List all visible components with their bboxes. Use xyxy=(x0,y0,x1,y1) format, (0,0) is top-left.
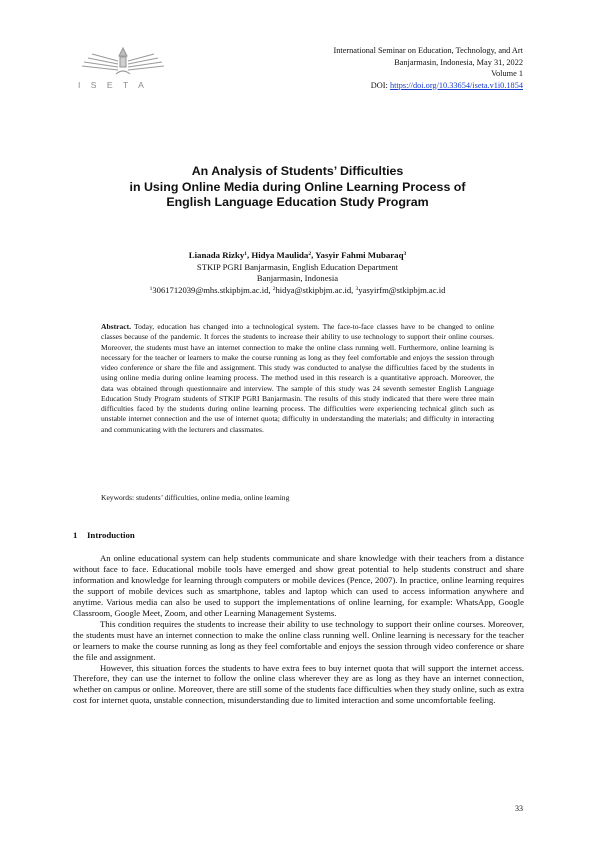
title-line: in Using Online Media during Online Learning Process of xyxy=(129,179,466,194)
body-paragraph: This condition requires the students to increase their ability to use technology to support their online courses. Moreover, the students must have an internet connection to make the online class running well. Online learning is necessary for the teacher or learners to make the course running as long as they feel comfortable and enjoys the session through video conference or share the file and assignment. xyxy=(73,618,524,662)
author-3: , Yasyir Fahmi Mubaraq xyxy=(311,250,404,260)
header-volume: Volume 1 xyxy=(491,69,523,78)
logo-wordmark: ISETA xyxy=(78,80,155,90)
header-location-date: Banjarmasin, Indonesia, May 31, 2022 xyxy=(394,57,523,67)
section-title: Introduction xyxy=(87,530,135,540)
title-line: English Language Education Study Program xyxy=(166,195,429,210)
author-2: , Hidya Maulida xyxy=(246,250,309,260)
author-emails xyxy=(60,285,535,297)
author-1-sup: 1 xyxy=(244,251,247,257)
header-doi xyxy=(203,80,523,92)
header-conference-name: International Seminar on Education, Technology, and Art xyxy=(333,46,523,55)
section-heading xyxy=(73,530,135,540)
doi-link[interactable]: https://doi.org/10.33654/iseta.v1i0.1854 xyxy=(389,80,523,90)
body-paragraph: However, this situation forces the students to have extra fees to buy internet quota that will support the internet access. Therefore, they can use the internet to follow the online class wherever they are as long as they have an internet connection, whether on campus or online. Moreover, there are still some of the students face difficulties when they study online, such as extra cost for internet quota, unstable connection, misunderstanding due to limited interaction and some uncomfortable feeling. xyxy=(73,662,524,706)
author-1: Lianada Rizky xyxy=(188,250,245,260)
affiliation-city: Banjarmasin, Indonesia xyxy=(256,273,339,284)
page-number: 33 xyxy=(515,804,523,813)
email-3: yasyirfm@stkipbjm.ac.id xyxy=(358,284,446,295)
author-block xyxy=(60,250,535,296)
keywords: Keywords: students’ difficulties, online media, online learning xyxy=(101,493,290,502)
author-names xyxy=(60,250,535,262)
introduction-body xyxy=(73,553,524,706)
email-1-sup: 1 xyxy=(149,285,153,292)
section-number: 1 xyxy=(73,530,78,540)
email-2: hidya@stkipbjm.ac.id, xyxy=(275,284,356,295)
paper-title xyxy=(60,164,535,211)
conference-header xyxy=(203,45,523,91)
abstract-text: Today, education has changed into a technological system. The face-to-face classes have to be changed to online classes because of the pandemic. It forces the students to increase their ability to use technology to support their online courses. Moreover, the students must have an internet connection to make the online class running well. Furthermore, online learning is necessary for the teacher or learners to make the course running as long as they feel comfortable and enjoys the session through video conference or share the file and assignment. This study was conducted to analyse the difficulties faced by the students in using online media during online learning process. The method used in this research is a quantitative approach. Moreover, the data was obtained through questionnaire and interview. The sample of this study was 24 seventh semester English Language Education Study Program students of STKIP PGRI Banjarmasin. The results of this study indicated that there were three main difficulties faced by the students during online learning process. The difficulties were experiencing technical glitch such as unstable internet connection and the use of internet quota; difficulty in understanding the materials; and difficulty in interacting and communicating with the lecturers and classmates. xyxy=(101,322,494,434)
doi-label: DOI: xyxy=(370,80,390,90)
affiliation-department: STKIP PGRI Banjarmasin, English Education Department xyxy=(196,261,399,272)
body-paragraph: An online educational system can help students communicate and share knowledge with their teachers from a distance without face to face. Educational mobile tools have emerged and show great potential to help students construct and share information and knowledge for learning through computers or mobile devices (Pence, 2007). In practice, online learning requires the support of mobile devices such as smartphone, tables and laptop which can used to access information anywhere and anytime. Various media can also be used to support the implementations of online learning, for example: WhatsApp, Google Classroom, Google Meet, Zoom, and other Learning Management Systems. xyxy=(73,553,524,618)
author-3-sup: 3 xyxy=(403,251,407,257)
abstract xyxy=(101,322,494,435)
title-line: An Analysis of Students’ Difficulties xyxy=(191,164,404,178)
abstract-label: Abstract. xyxy=(101,322,131,331)
author-2-sup: 2 xyxy=(308,251,312,257)
email-3-sup: 3 xyxy=(355,285,359,292)
email-2-sup: 2 xyxy=(272,285,276,292)
email-1: 3061712039@mhs.stkipbjm.ac.id, xyxy=(152,284,273,295)
